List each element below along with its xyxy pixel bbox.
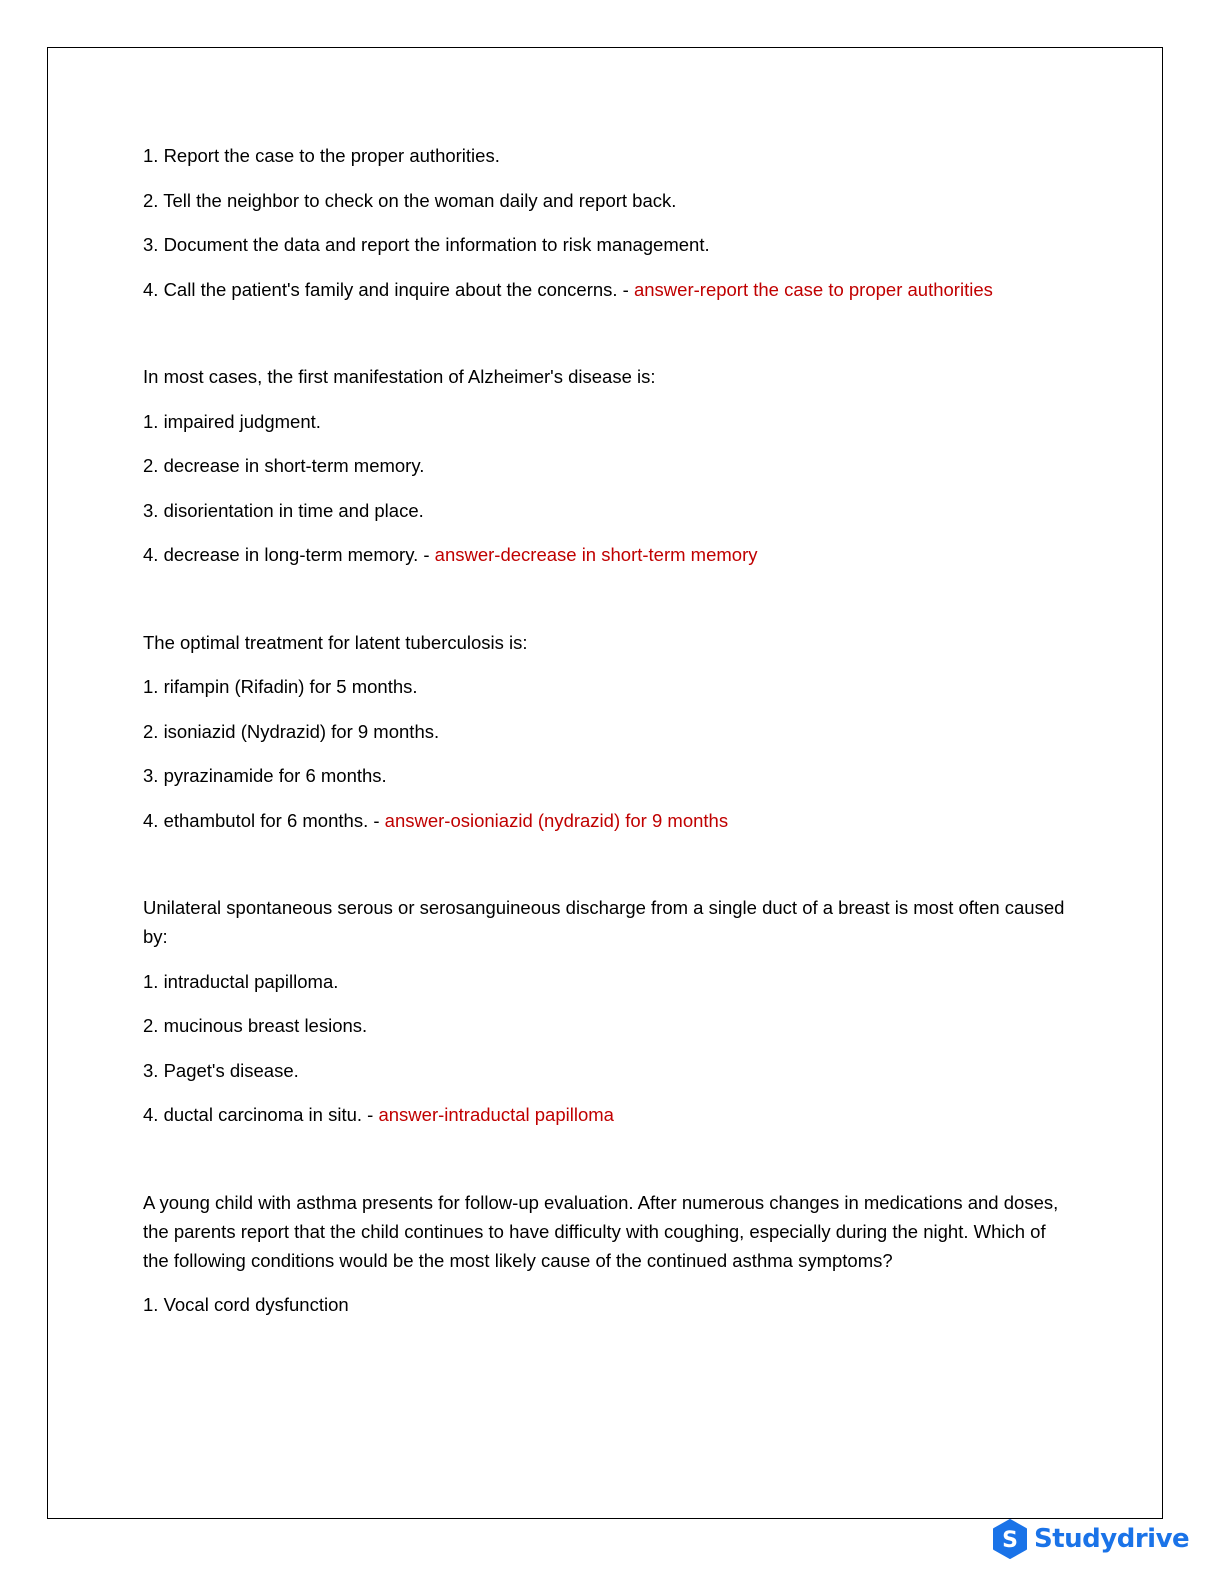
question-stem: The optimal treatment for latent tuberculosis is: bbox=[143, 631, 528, 653]
question-stem: In most cases, the first manifestation of Alzheimer's disease is: bbox=[143, 366, 656, 387]
option-line: 1. intraductal papilloma. bbox=[143, 970, 339, 992]
answer-text: answer-intraductal papilloma bbox=[378, 1104, 614, 1125]
question-block bbox=[143, 893, 1073, 1129]
option-line: 1. Report the case to the proper authorities. bbox=[143, 145, 500, 166]
question-block bbox=[143, 362, 1073, 569]
document-body bbox=[143, 141, 1073, 1335]
option-text: 4. Call the patient's family and inquire about the concerns. - bbox=[143, 278, 634, 300]
option-line: 1. Vocal cord dysfunction bbox=[143, 1294, 349, 1315]
option-line-with-answer bbox=[143, 540, 1073, 569]
option-line: 2. isoniazid (Nydrazid) for 9 months. bbox=[143, 720, 440, 742]
option-text: 4. decrease in long-term memory. - bbox=[143, 544, 435, 565]
question-stem: Unilateral spontaneous serous or serosanguineous discharge from a single duct of a breast is most often caused by: bbox=[143, 897, 1065, 947]
question-block bbox=[143, 628, 1073, 835]
option-line: 3. Paget's disease. bbox=[143, 1059, 299, 1081]
brand-name: Studydrive bbox=[1034, 1524, 1190, 1554]
option-text: 4. ductal carcinoma in situ. - bbox=[143, 1104, 379, 1125]
question-block bbox=[143, 1188, 1073, 1320]
option-line: 3. pyrazinamide for 6 months. bbox=[143, 765, 387, 786]
option-line: 2. decrease in short-term memory. bbox=[143, 455, 425, 476]
option-line: 3. disorientation in time and place. bbox=[143, 499, 424, 521]
answer-text: answer-report the case to proper authorities bbox=[633, 278, 993, 300]
logo-letter: S bbox=[1002, 1528, 1018, 1553]
answer-text: answer-decrease in short-term memory bbox=[434, 544, 758, 565]
studydrive-brand[interactable] bbox=[992, 1518, 1189, 1560]
option-line-with-answer bbox=[143, 806, 1073, 835]
answer-text: answer-osioniazid (nydrazid) for 9 months bbox=[384, 809, 729, 831]
option-line-with-answer bbox=[143, 1100, 1073, 1129]
studydrive-logo-icon bbox=[992, 1519, 1028, 1559]
option-line: 1. rifampin (Rifadin) for 5 months. bbox=[143, 676, 418, 697]
option-line: 1. impaired judgment. bbox=[143, 410, 321, 432]
question-stem: A young child with asthma presents for follow-up evaluation. After numerous changes in medications and doses, the parents report that the child continues to have difficulty with coughing, especially during the night. Which of the following conditions would be the most likely cause of the continued asthma symptoms? bbox=[143, 1191, 1059, 1271]
option-text: 4. ethambutol for 6 months. - bbox=[143, 809, 385, 831]
option-line-with-answer bbox=[143, 275, 1073, 304]
option-line: 2. Tell the neighbor to check on the woman daily and report back. bbox=[143, 189, 677, 211]
question-block bbox=[143, 141, 1073, 304]
option-line: 2. mucinous breast lesions. bbox=[143, 1015, 368, 1036]
option-line: 3. Document the data and report the information to risk management. bbox=[143, 234, 710, 255]
